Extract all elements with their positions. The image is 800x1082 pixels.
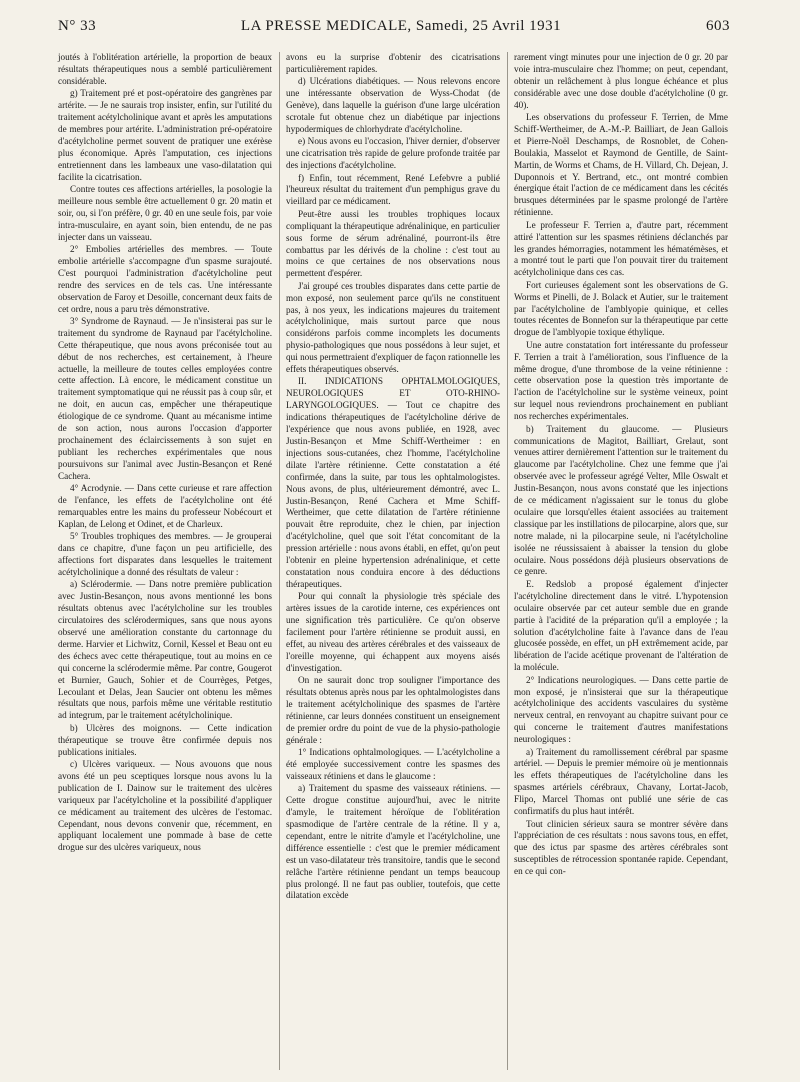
page-number: 603 [706,18,730,34]
paragraph: e) Nous avons eu l'occasion, l'hiver dernier, d'observer une cicatrisation très rapide de gelure profonde traitée par des injections d'acétylcholine. [286,136,500,171]
paragraph: On ne saurait donc trop souligner l'importance des résultats obtenus après nous par les ophtalmologistes dans le traitement acétylcholinique des spasmes de l'artère rétinienne, car leurs données constituent un enseignement de premier ordre du point de vue de la physio-pathologie générale : [286,675,500,745]
paragraph: Contre toutes ces affections artérielles, la posologie la meilleure nous semble être actuellement 0 gr. 20 matin et soir, ou, si l'on préfère, 0 gr. 40 en une seule fois, par voie intra-musculaire, en ayant soin, bien entendu, de ne pas injecter dans un vaisseau. [58,183,272,242]
paragraph: 1° Indications ophtalmologiques. — L'acétylcholine a été employée successivement contre les spasmes des vaisseaux rétiniens et dans le glaucome : [286,747,500,781]
text-column-3 [514,52,728,902]
paragraph: b) Traitement du glaucome. — Plusieurs communications de Magitot, Bailliart, Grelaut, sont venues attirer dernièrement l'attention sur le traitement du glaucome par l'acétylcholine. Chez une femme que j'ai observée avec le professeur agrégé Velter, Mlle Oswalt et Justin-Besançon, nous avons constaté que les injections de ce médicament n'agissaient sur le tonus du globe oculaire que lorsqu'elles étaient associées au traitement classique par les instillations de pilocarpine, alors que, sur notre malade, ni la pilocarpine seule, ni l'acétylcholine isolée ne réussissaient à abaisser la tension du globe oculaire. Nous possédons déjà plusieurs observations de ce genre. [514,423,728,577]
paragraph: 5° Troubles trophiques des membres. — Je grouperai dans ce chapitre, d'une façon un peu artificielle, des affections fort disparates dans lesquelles le traitement acétylcholinique a donné des résultats de valeur : [58,531,272,577]
paragraph: Le professeur F. Terrien a, d'autre part, récemment attiré l'attention sur les spasmes rétiniens déclanchés par les grandes hémorragies, notamment les hématémèses, et a montré tout le parti que l'on pouvait tirer du traitement acétylcholinique dans ces cas. [514,219,728,278]
paragraph: b) Ulcères des moignons. — Cette indication thérapeutique se trouve être confirmée depuis nos publications initiales. [58,722,272,757]
paragraph: 2° Indications neurologiques. — Dans cette partie de mon exposé, je n'insisterai que sur la thérapeutique acétylcholinique des accidents vasculaires du système nerveux central, en renvoyant au chapitre suivant pour ce qui concerne le traitement d'autres manifestations neurologiques : [514,674,728,745]
paragraph: 2° Embolies artérielles des membres. — Toute embolie artérielle s'accompagne d'un spasme surajouté. C'est pourquoi l'administration d'acétylcholine peut rendre des services en de tels cas. Une intéressante observation de Faroy et Desoille, concernant deux faits de cet ordre, nous a paru très démonstrative. [58,244,272,314]
publication-title: LA PRESSE MEDICALE, Samedi, 25 Avril 1931 [240,18,562,34]
paragraph: Les observations du professeur F. Terrien, de Mme Schiff-Wertheimer, de A.-M.-P. Bailliart, de Jean Gallois et Pierre-Noël Deschamps, de Rosnoblet, de Cohen-Boulakia, Masselot et Raymond de Gentille, de Saint-Martin, de Worms et Chams, de H. Villard, Ch. Dejean, J. Duponnois et Y. Bertrand, etc., ont montré combien énergique était l'action de ce médicament dans les cécités brusques déterminées par le spasme prolongé de l'artère rétinienne. [514,112,728,218]
text-column-1 [58,52,272,902]
paragraph: II. INDICATIONS OPHTALMOLOGIQUES, NEUROLOGIQUES ET OTO-RHINO-LARYNGOLOGIQUES. — Tout ce chapitre des indications thérapeutiques de l'acétylcholine dérive de l'expérience que nous avons publiée, en 1928, avec Justin-Besançon et Mme Schiff-Wertheimer : en injections sous-cutanées, chez l'homme, l'acétylcholine dilate l'artère rétinienne. Cette constatation a été confirmée, dans la suite, par tous les ophtalmologistes. Nous avons, de plus, ultérieurement démontré, avec L. Justin-Besançon, René Cachera et Mme Schiff-Wertheimer, que cette dilatation de l'artère rétinienne pouvait être reproduite, chez le chien, par injection d'acétylcholine, quel que soit l'état concomitant de la pression artérielle : nous avons établi, en effet, qu'on peut l'obtenir en pleine hypertension adrénalinique, et cette constatation nous conduira encore à des déductions thérapeutiques. [286,376,500,589]
paragraph: E. Redslob a proposé également d'injecter l'acétylcholine directement dans le vitré. L'hypotension oculaire observée par cet auteur semble due en grande partie à l'acidité de la préparation qu'il a employée ; la solution d'acétylcholine faite à l'avance dans de l'eau glucosée possède, en effet, un pH extrêmement acide, par libération de l'acide acétique provenant de l'altération de la molécule. [514,578,728,673]
paragraph: avons eu la surprise d'obtenir des cicatrisations particulièrement rapides. [286,52,500,74]
paragraph: f) Enfin, tout récemment, René Lefebvre a publié l'heureux résultat du traitement d'un pemphigus grave du vieillard par ce médicament. [286,172,500,207]
paragraph: joutés à l'oblitération artérielle, la proportion de beaux résultats thérapeutiques nous a semblé particulièrement considérable. [58,52,272,86]
article-columns [58,52,728,902]
paragraph: 4° Acrodynie. — Dans cette curieuse et rare affection de l'enfance, les effets de l'acétylcholine ont été remarquables entre les mains du professeur Nobécourt et Kaplan, de Lelong et Odinet, et de Charleux. [58,483,272,529]
page-header [58,18,730,40]
paragraph: rarement vingt minutes pour une injection de 0 gr. 20 par voie intra-musculaire chez l'homme; on peut, cependant, obtenir un relâchement à plus longue échéance et plus considérable avec une dose double d'acétylcholine (0 gr. 40). [514,52,728,110]
paragraph: Pour qui connaît la physiologie très spéciale des artères issues de la carotide interne, ces expériences ont une signification très particulière. Ce qu'on observe facilement pour l'artère rétinienne se produit aussi, en effet, au niveau des artères cérébrales et des vaisseaux de l'oreille moyenne, qui échappent aux moyens aisés d'investigation. [286,591,500,673]
paragraph: 3° Syndrome de Raynaud. — Je n'insisterai pas sur le traitement du syndrome de Raynaud par l'acétylcholine. Cette thérapeutique, que nous avons préconisée tout au début de nos recherches, est certainement, à l'heure actuelle, la meilleure de toutes celles employées contre cette affection. Là encore, le médicament constitue un traitement symptomatique qui ne réussit pas à coup sûr, et ne doit, en aucun cas, empêcher une thérapeutique étiologique de ce syndrome. Quant au mécanisme intime de son action, nous aurons l'occasion d'apporter prochainement des éclaircissements à son sujet en publiant les recherches expérimentales que nous poursuivons sur l'animal avec Justin-Besançon et René Cachera. [58,315,272,481]
paragraph: c) Ulcères variqueux. — Nous avouons que nous avons été un peu sceptiques lorsque nous avons lu la publication de I. Dainow sur le traitement des ulcères variqueux par l'acétylcholine et la possibilité d'appliquer ce médicament au traitement des ulcères de l'estomac. Cependant, nous devons convenir que, récemment, en appliquant localement une pommade à base de cette drogue sur des ulcères variqueux, nous [58,758,272,853]
paragraph: a) Traitement du spasme des vaisseaux rétiniens. — Cette drogue constitue aujourd'hui, avec le nitrite d'amyle, le traitement héroïque de l'oblitération spasmodique de l'artère centrale de la rétine. Il y a, cependant, entre le nitrite d'amyle et l'acétylcholine, une différence essentielle : c'est que le premier médicament est un vaso-dilatateur très transitoire, tandis que le second relâche l'artère rétinienne pendant un temps beaucoup plus prolongé. Il ne faut pas oublier, toutefois, que cette dilatation excède [286,783,500,901]
paragraph: Fort curieuses également sont les observations de G. Worms et Pinelli, de J. Bolack et Autier, sur le traitement par l'acétylcholine de l'amblyopie quinique, et celles toutes récentes de Bonnefon sur la thérapeutique par cette drogue de l'amblyopie toxique éthylique. [514,279,728,338]
paragraph: a) Sclérodermie. — Dans notre première publication avec Justin-Besançon, nous avons mentionné les bons résultats obtenus avec l'acétylcholine sur les troubles circulatoires des sclérodermiques, sans que nous ayons observé une amélioration constante du cartonnage du derme. Harvier et Lichwitz, Cornil, Kessel et Beau ont eu des échecs avec cette thérapeutique, tout au moins en ce qui concerne la sclérodermie même. Par contre, Gougerot et Burnier, Gauch, Sohier et de Courrèges, Petges, Lecoulant et Delas, Jean Saucier ont obtenu les mêmes résultats que nous, parfois même une véritable restitutio ad integrum, par le traitement acétylcholinique. [58,579,272,721]
paragraph: Peut-être aussi les troubles trophiques locaux compliquant la thérapeutique adrénalinique, en particulier sous forme de sérum adrénaliné, pourront-ils être combattus par les dérivés de la choline : c'est tout au moins ce que certaines de nos observations nous permettent d'espérer. [286,208,500,279]
issue-number: N° 33 [58,18,97,34]
paragraph: a) Traitement du ramollissement cérébral par spasme artériel. — Depuis le premier mémoire où je mentionnais les effets thérapeutiques de l'acétylcholine dans les spasmes artériels cérébraux, Chavany, Lortat-Jacob, Flipo, Marcel Thomas ont publié une série de cas confirmatifs du plus haut intérêt. [514,746,728,817]
paragraph: J'ai groupé ces troubles disparates dans cette partie de mon exposé, non seulement parce qu'ils ne constituent pas, à nos yeux, les indications majeures du traitement acétylcholinique, mais surtout parce que nous considérons parfois comme incomplets les documents physio-pathologiques que nous possédons à leur sujet, et qui nous permettraient d'expliquer de façon rationnelle les effets thérapeutiques observés. [286,280,500,375]
paragraph: g) Traitement pré et post-opératoire des gangrènes par artérite. — Je ne saurais trop insister, enfin, sur l'utilité du traitement acétylcholinique avant et après les amputations de membres pour artérite. L'administration pré-opératoire d'acétylcholine permet souvent de pratiquer une exérèse plus économique. Après l'amputation, ces injections entretiennent dans les lambeaux une vaso-dilatation qui facilite la cicatrisation. [58,88,272,182]
paragraph: Tout clinicien sérieux saura se montrer sévère dans l'appréciation de ces résultats : nous savons tous, en effet, que des ictus par spasme des artères cérébrales sont susceptibles de rétrocession spontanée rapide. Cependant, en ce qui con- [514,818,728,877]
paragraph: Une autre constatation fort intéressante du professeur F. Terrien a trait à l'amélioration, sous l'influence de la même drogue, d'une thrombose de la veine rétinienne : cette observation pose la question très importante de l'action de l'acétylcholine sur le système veineux, point sur lequel nous reviendrons prochainement en publiant nos recherches expérimentales. [514,339,728,422]
text-column-2 [286,52,500,902]
paragraph: d) Ulcérations diabétiques. — Nous relevons encore une intéressante observation de Wyss-Chodat (de Genève), dans laquelle la guérison d'une large ulcération scrotale fut obtenue chez un diabétique par injections hypodermiques de chlorhydrate d'acétylcholine. [286,76,500,134]
